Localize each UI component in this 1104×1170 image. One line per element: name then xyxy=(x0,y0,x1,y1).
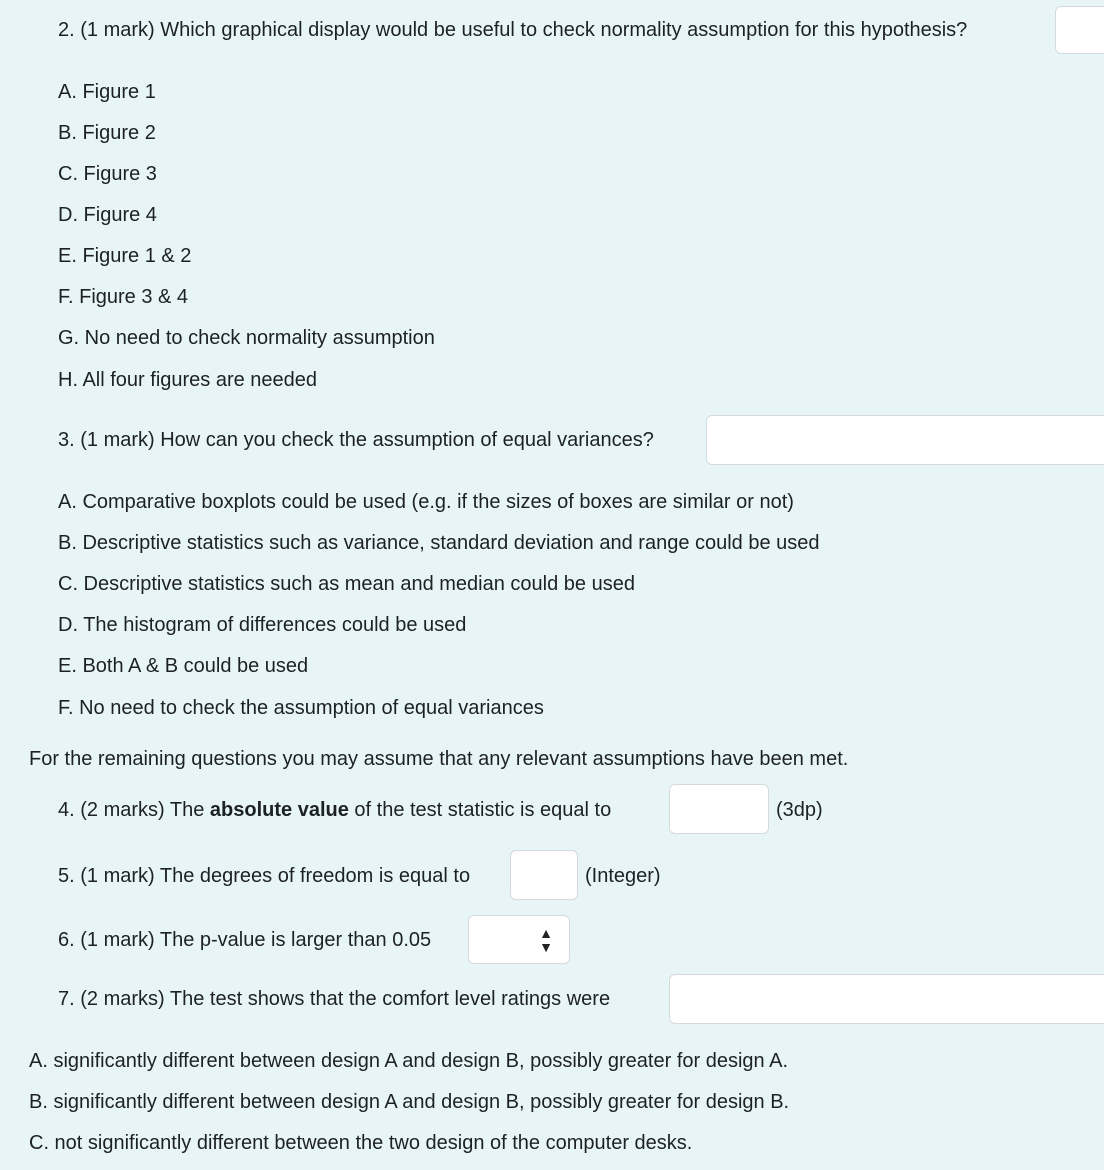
q2-option-h: H. All four figures are needed xyxy=(58,369,318,391)
q4-unit-label: (3dp) xyxy=(776,799,823,821)
q4-prompt-bold: absolute value xyxy=(209,799,349,821)
q3-option-c: C. Descriptive statistics such as mean and median could be used xyxy=(58,573,635,595)
q3-option-a: A. Comparative boxplots could be used (e.g. if the sizes of boxes are similar or not) xyxy=(58,491,794,513)
q3-option-b: B. Descriptive statistics such as variance, standard deviation and range could be used xyxy=(58,532,820,554)
q2-option-c: C. Figure 3 xyxy=(58,163,157,185)
q5-prompt: 5. (1 mark) The degrees of freedom is equal to xyxy=(58,865,471,887)
q2-prompt: 2. (1 mark) Which graphical display would be useful to check normality assumption for this hypothesis? xyxy=(58,19,968,41)
q2-option-e: E. Figure 1 & 2 xyxy=(58,245,192,267)
updown-arrows-icon: ▲ ▼ xyxy=(539,924,553,955)
q5-unit-label: (Integer) xyxy=(585,865,661,887)
q2-option-g: G. No need to check normality assumption xyxy=(58,327,435,349)
q2-option-d: D. Figure 4 xyxy=(58,204,157,226)
q3-prompt: 3. (1 mark) How can you check the assumption of equal variances? xyxy=(58,429,654,451)
q7-answer-input[interactable] xyxy=(669,974,1104,1024)
q2-option-f: F. Figure 3 & 4 xyxy=(58,286,189,308)
q3-option-d: D. The histogram of differences could be used xyxy=(58,614,467,636)
q3-option-f: F. No need to check the assumption of equal variances xyxy=(58,697,544,719)
q2-option-b: B. Figure 2 xyxy=(58,122,156,144)
q5-answer-input[interactable] xyxy=(510,850,578,900)
q3-option-e: E. Both A & B could be used xyxy=(58,655,309,677)
q6-prompt: 6. (1 mark) The p-value is larger than 0.05 xyxy=(58,929,432,951)
q6-select[interactable] xyxy=(468,915,570,964)
q7-option-b: B. significantly different between design A and design B, possibly greater for design B. xyxy=(29,1091,790,1113)
q4-prompt-suffix: of the test statistic is equal to xyxy=(348,799,612,821)
q7-prompt: 7. (2 marks) The test shows that the comfort level ratings were xyxy=(58,988,611,1010)
assumptions-note: For the remaining questions you may assume that any relevant assumptions have been met. xyxy=(29,748,849,770)
q7-option-c: C. not significantly different between the two design of the computer desks. xyxy=(29,1132,693,1154)
q4-answer-input[interactable] xyxy=(669,784,769,834)
q7-option-a: A. significantly different between design A and design B, possibly greater for design A. xyxy=(29,1050,788,1072)
q2-answer-input[interactable] xyxy=(1055,6,1104,54)
q3-answer-input[interactable] xyxy=(706,415,1104,465)
q2-option-a: A. Figure 1 xyxy=(58,81,156,103)
q4-prompt-prefix: 4. (2 marks) The xyxy=(58,799,210,821)
q4-prompt xyxy=(58,798,611,822)
